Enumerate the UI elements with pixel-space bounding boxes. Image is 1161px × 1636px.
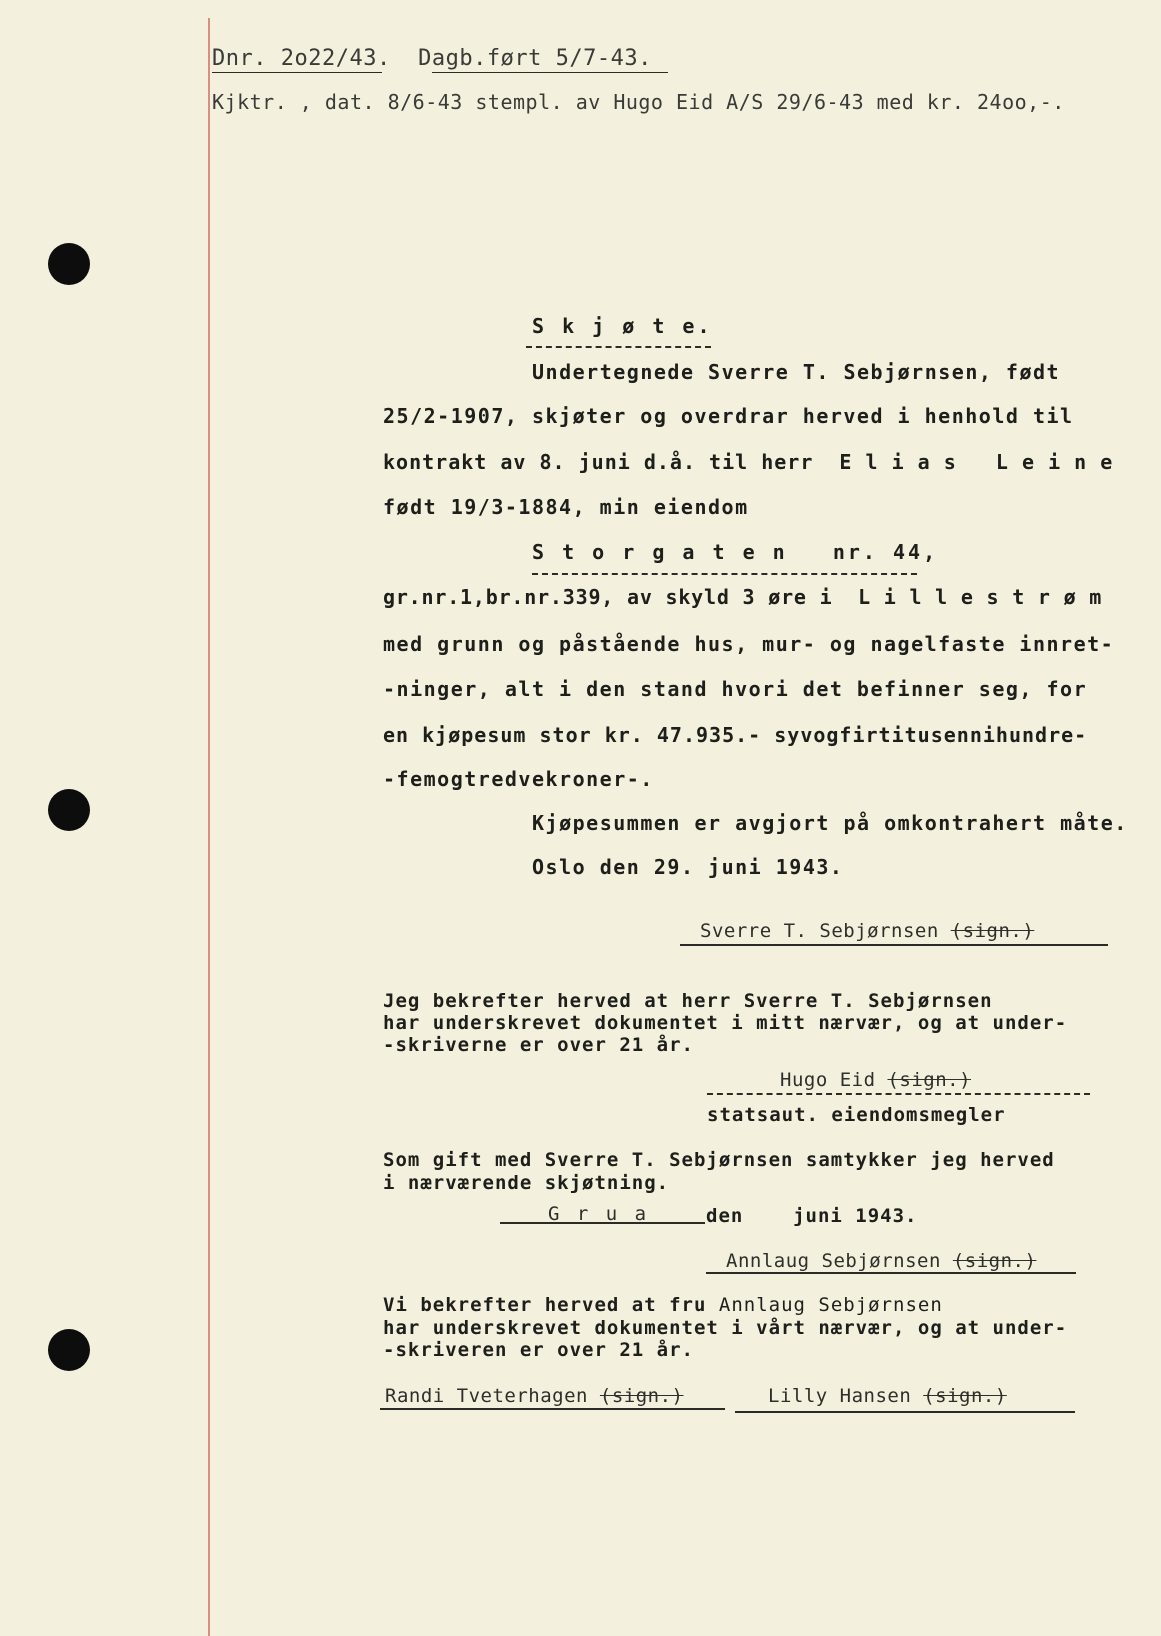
witness2-line: Vi bekrefter herved at fru Annlaug Sebjørnsen [383, 1294, 943, 1316]
body-line: Undertegnede Sverre T. Sebjørnsen, født [532, 360, 1061, 384]
header-underline [212, 72, 382, 73]
signature-2 [780, 1069, 971, 1091]
witness2-line: -skriveren er over 21 år. [383, 1339, 694, 1361]
signature-mark: (sign.) [923, 1385, 1007, 1407]
witness-signature-b-line [735, 1411, 1075, 1413]
header-line-1: Dnr. 2o22/43. Dagb.ført 5/7-43. [212, 46, 652, 71]
body-line: kontrakt av 8. juni d.å. til herr E l i a s L e i n e [383, 450, 1114, 474]
consent-place-line [500, 1222, 705, 1224]
signature-1 [700, 920, 1034, 942]
body-line: 25/2-1907, skjøter og overdrar herved i henhold til [383, 404, 1074, 428]
consent-date: den juni 1943. [706, 1205, 918, 1227]
signature-mark: (sign.) [887, 1069, 972, 1091]
margin-line [208, 18, 210, 1636]
signature-name: Lilly Hansen [768, 1385, 912, 1407]
consent-place: G r u a [548, 1203, 650, 1225]
signature-name: Randi Tveterhagen [385, 1385, 588, 1407]
body-line: -femogtredvekroner-. [383, 767, 654, 791]
consent-line: i nærværende skjøtning. [383, 1172, 670, 1194]
signature-1-line [680, 944, 1108, 946]
body-line: gr.nr.1,br.nr.339, av skyld 3 øre i L i l l e s t r ø m [383, 585, 1103, 609]
document-title: S k j ø t e. [532, 314, 713, 338]
witness-line: har underskrevet dokumentet i mitt nærvær, og at under- [383, 1012, 1068, 1034]
witness-signature-a-line [380, 1408, 725, 1410]
body-line: -ninger, alt i den stand hvori det befinner seg, for [383, 677, 1088, 701]
body-line-date: Oslo den 29. juni 1943. [532, 855, 844, 879]
signature-name: Sverre T. Sebjørnsen [700, 920, 939, 942]
body-line: en kjøpesum stor kr. 47.935.- syvogfirtitusennihundre- [383, 723, 1088, 747]
body-line: Kjøpesummen er avgjort på omkontrahert måte. [532, 811, 1128, 835]
street-underline [532, 573, 917, 575]
signature-mark: (sign.) [599, 1385, 684, 1407]
body-line: med grunn og påstående hus, mur- og nagelfaste innret- [383, 632, 1115, 656]
signature-mark: (sign.) [952, 1250, 1037, 1272]
witness-line: Jeg bekrefter herved at herr Sverre T. Sebjørnsen [383, 990, 993, 1012]
signature-name: Hugo Eid [780, 1069, 876, 1091]
signature-name: Annlaug Sebjørnsen [726, 1250, 941, 1272]
signature-3 [726, 1250, 1036, 1272]
signature-2-title: statsaut. eiendomsmegler [707, 1104, 1006, 1126]
witness-line: -skriverne er over 21 år. [383, 1034, 694, 1056]
body-line-street: S t o r g a t e n nr. 44, [532, 540, 939, 564]
title-underline [526, 346, 711, 348]
consent-line: Som gift med Sverre T. Sebjørnsen samtykker jeg herved [383, 1149, 1055, 1171]
witness-signature-a [385, 1385, 684, 1407]
header-underline [432, 72, 668, 73]
header-line-2: Kjktr. , dat. 8/6-43 stempl. av Hugo Eid A/S 29/6-43 med kr. 24oo,-. [212, 90, 1065, 114]
witness-signature-b [768, 1385, 1007, 1407]
signature-3-line [706, 1272, 1076, 1274]
punch-hole [48, 1329, 90, 1371]
body-line: født 19/3-1884, min eiendom [383, 495, 749, 519]
signature-mark: (sign.) [950, 920, 1035, 942]
witness2-line: har underskrevet dokumentet i vårt nærvær, og at under- [383, 1317, 1068, 1339]
punch-hole [48, 789, 90, 831]
punch-hole [48, 243, 90, 285]
signature-2-line [707, 1093, 1090, 1095]
witness2-name: Annlaug Sebjørnsen [718, 1294, 943, 1316]
